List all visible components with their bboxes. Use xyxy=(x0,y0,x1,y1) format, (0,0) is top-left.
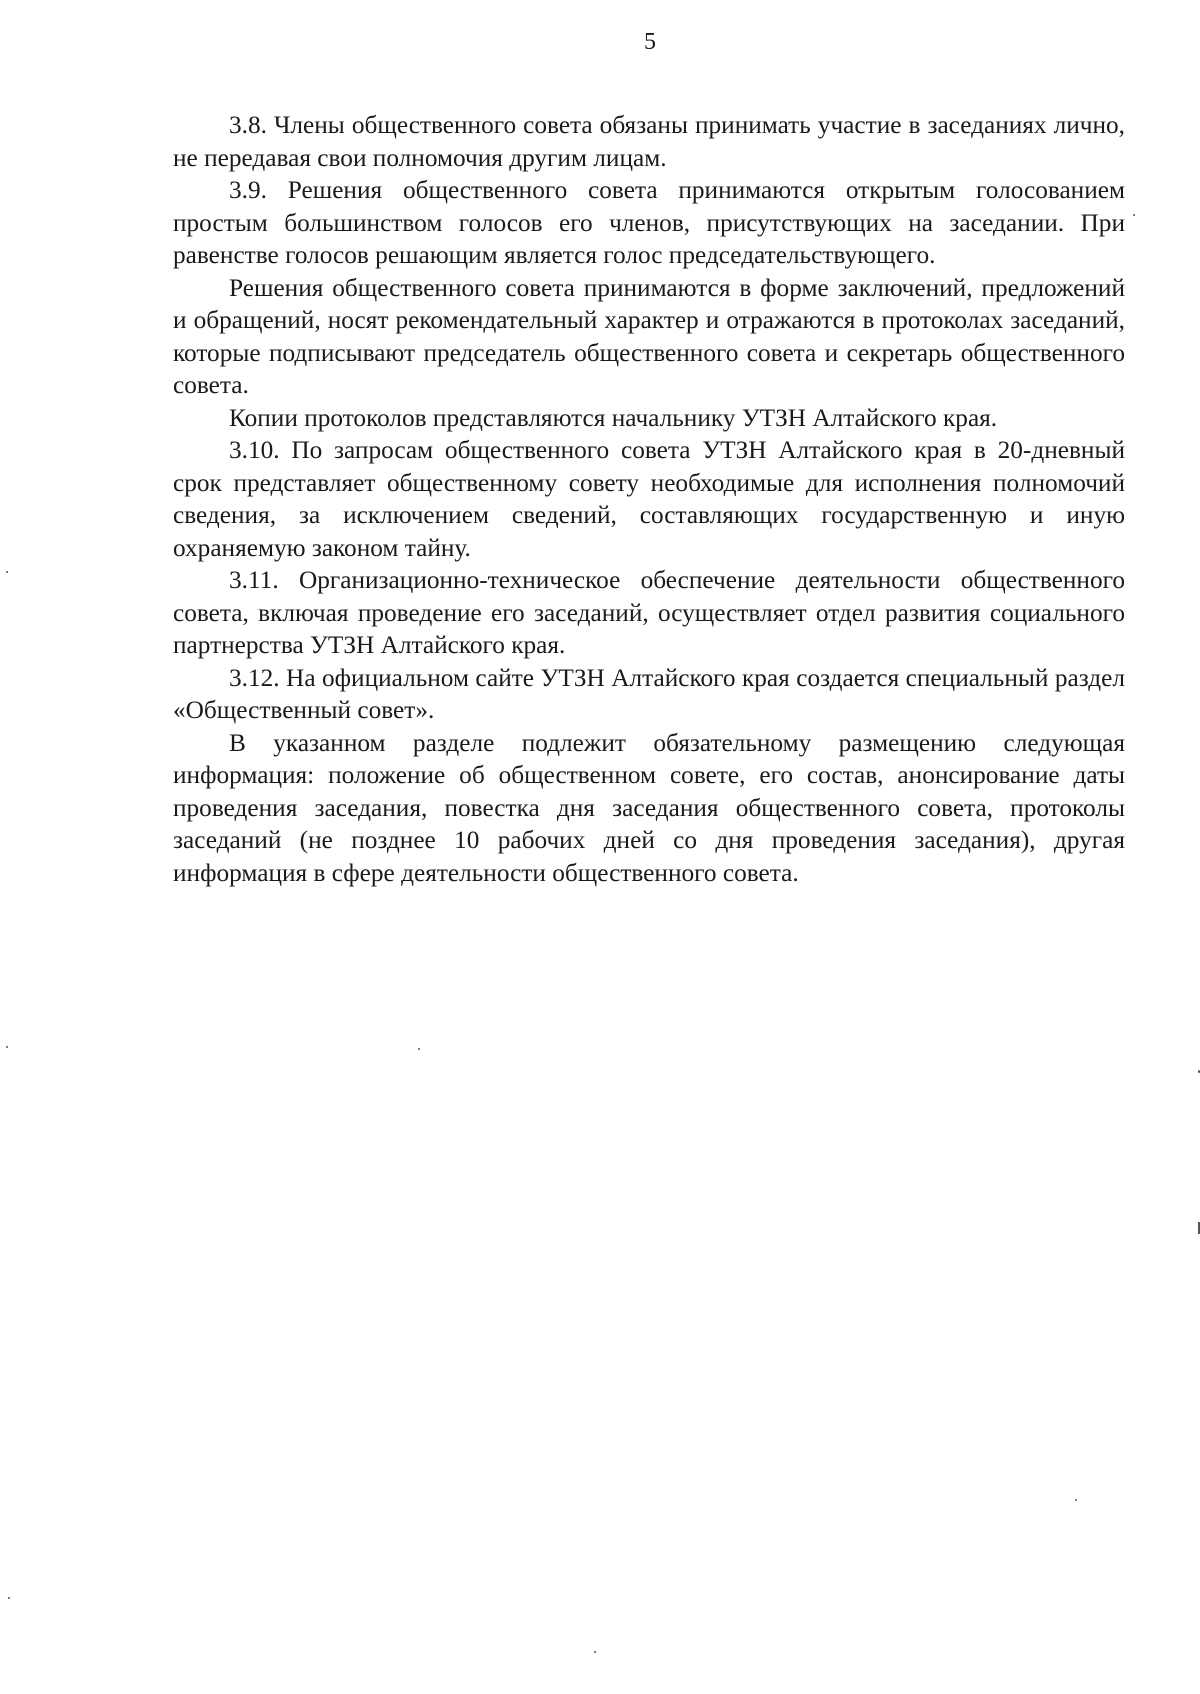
paragraph-3-9: 3.9. Решения общественного совета принимаются открытым голосованием простым большинством голосов его членов, присутствующих на заседании. При равенстве голосов решающим является голос председательствующего. xyxy=(173,176,1125,269)
paragraph-decisions-form: Решения общественного совета принимаются в форме заключений, предложений и обращений, носят рекомендательный характер и отражаются в протоколах заседаний, которые подписывают председатель общественного совета и секретарь общественного совета. xyxy=(173,273,1125,399)
paragraph-3-11: 3.11. Организационно-техническое обеспечение деятельности общественного совета, включая проведение его заседаний, осуществляет отдел развития социального партнерства УТЗН Алтайского края. xyxy=(173,566,1125,659)
paragraph-section-info: В указанном разделе подлежит обязательному размещению следующая информация: положение об общественном совете, его состав, анонсирование даты проведения заседания, повестка дня заседания общественного совета, протоколы заседаний (не позднее 10 рабочих дней со дня проведения заседания), другая информация в сфере деятельности общественного совета. xyxy=(173,728,1125,887)
paragraph-3-12: 3.12. На официальном сайте УТЗН Алтайского края создается специальный раздел «Общественный совет». xyxy=(173,663,1125,724)
page-number: 5 xyxy=(644,29,656,55)
scan-speck xyxy=(6,571,8,573)
scan-speck xyxy=(6,1046,8,1048)
paragraph-protocol-copies: Копии протоколов представляются начальнику УТЗН Алтайского края. xyxy=(229,403,998,432)
paragraph-3-10: 3.10. По запросам общественного совета УТЗН Алтайского края в 20-дневный срок представляет общественному совету необходимые для исполнения полномочий сведения, за исключением сведений, составляющих государственную и иную охраняемую законом тайну. xyxy=(173,436,1125,562)
document-body xyxy=(173,109,1125,889)
scan-speck xyxy=(594,1651,596,1653)
scan-speck xyxy=(418,1048,420,1050)
scan-speck xyxy=(1075,1499,1077,1501)
paragraph-3-8: 3.8. Члены общественного совета обязаны принимать участие в заседаниях лично, не передавая свои полномочия другим лицам. xyxy=(173,111,1125,172)
scan-speck xyxy=(8,1597,10,1599)
scan-speck xyxy=(1133,214,1135,216)
